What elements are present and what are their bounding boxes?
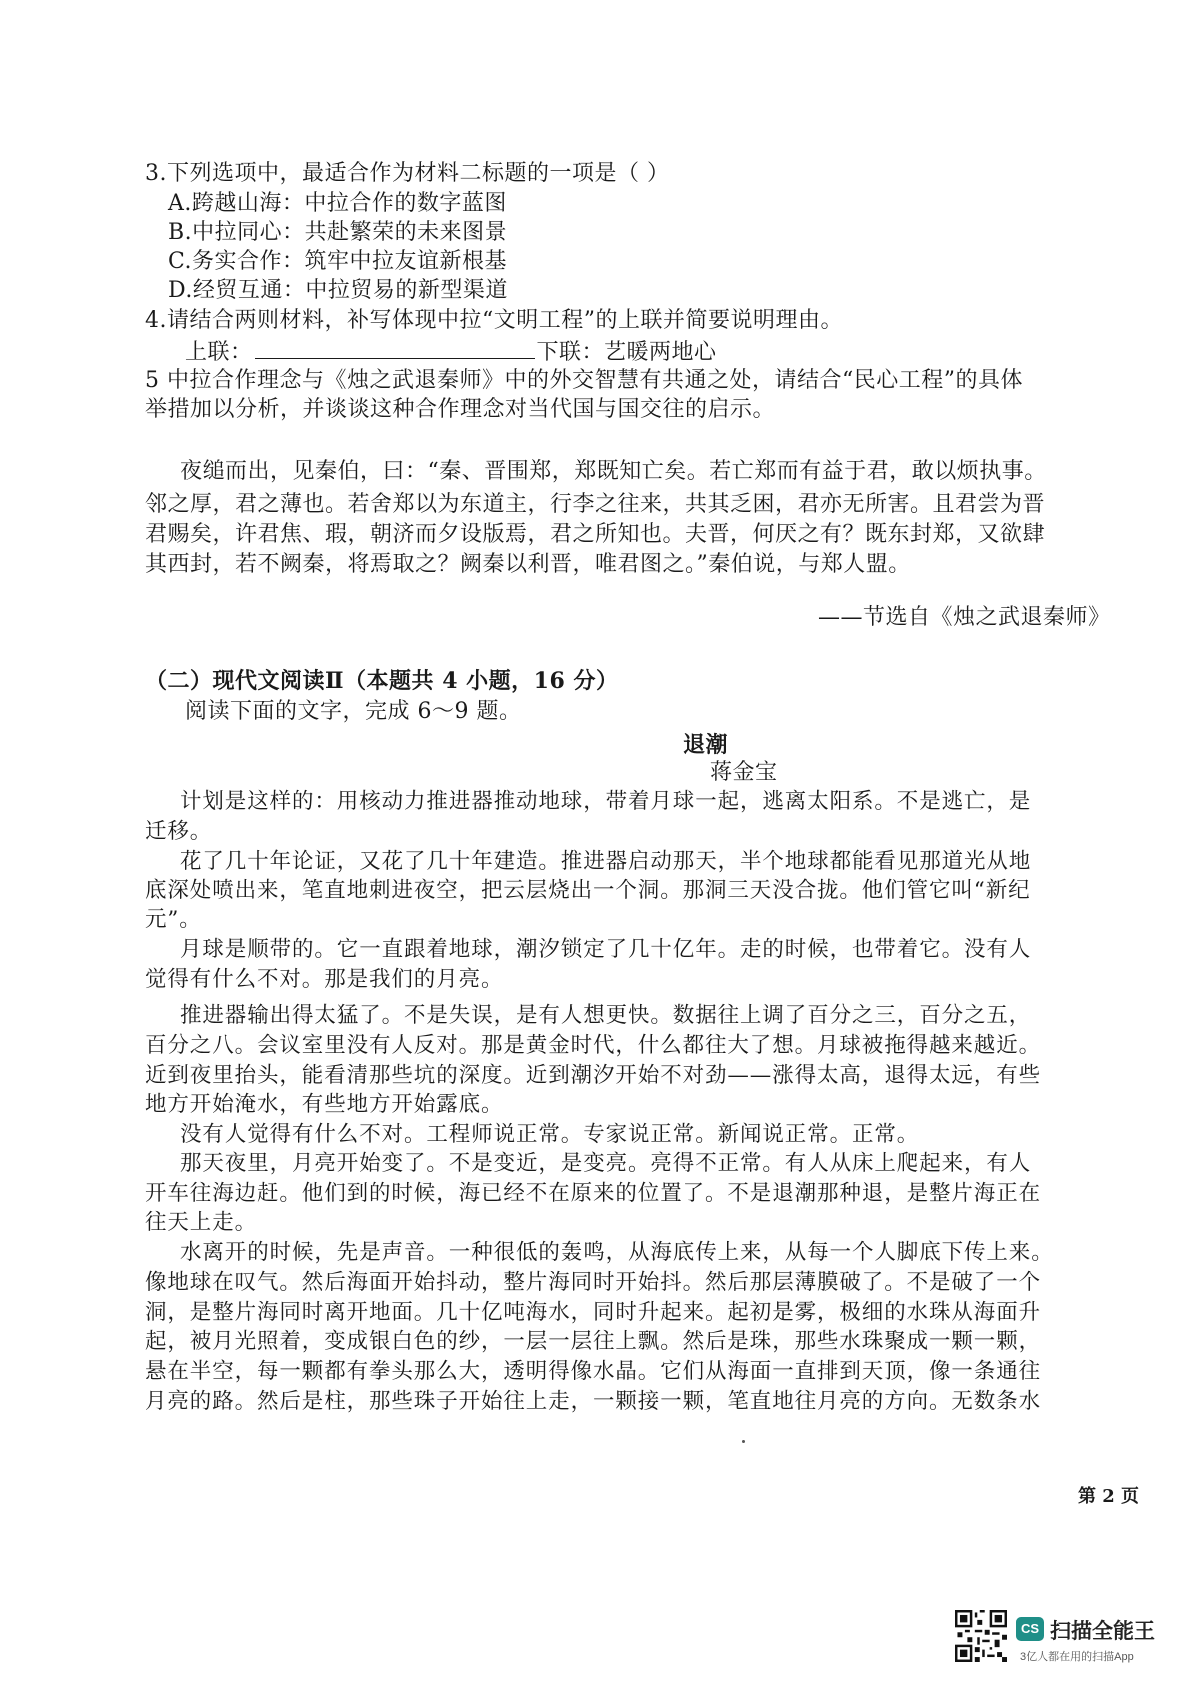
- story-line: 那天夜里，月亮开始变了。不是变近，是变亮。亮得不正常。有人从床上爬起来，有人: [180, 1151, 1032, 1176]
- scanner-app-name: 扫描全能王: [1050, 1620, 1155, 1643]
- excerpt-line-4: 其西封，若不阙秦，将焉取之？阙秦以利晋，唯君图之。”秦伯说，与郑人盟。: [145, 552, 911, 577]
- q3-option-b: B.中拉同心：共赴繁荣的未来图景: [168, 220, 508, 245]
- story-line: 往天上走。: [145, 1210, 258, 1235]
- story-line: 底深处喷出来，笔直地刺进夜空，把云层烧出一个洞。那洞三天没合拢。他们管它叫“新纪: [145, 878, 1031, 903]
- q3-option-d: D.经贸互通：中拉贸易的新型渠道: [168, 278, 508, 303]
- q4-upper-label: 上联：: [185, 340, 253, 365]
- q5-line-2: 举措加以分析，并谈谈这种合作理念对当代国与国交往的启示。: [145, 397, 776, 422]
- story-line: 计划是这样的：用核动力推进器推动地球，带着月球一起，逃离太阳系。不是逃亡，是: [180, 789, 1032, 814]
- story-line: 百分之八。会议室里没有人反对。那是黄金时代，什么都往大了想。月球被拖得越来越近。: [145, 1033, 1042, 1058]
- story-line: 迁移。: [145, 819, 213, 844]
- story-line: 元”。: [145, 907, 202, 932]
- story-line: 花了几十年论证，又花了几十年建造。推进器启动那天，半个地球都能看见那道光从地: [180, 849, 1032, 874]
- stray-mark: [742, 1440, 745, 1443]
- q3-stem: 3.下列选项中，最适合作为材料二标题的一项是（ ）: [145, 161, 670, 186]
- story-title: 退潮: [683, 732, 729, 758]
- story-line: 像地球在叹气。然后海面开始抖动，整片海同时开始抖。然后那层薄膜破了。不是破了一个: [145, 1270, 1042, 1295]
- q4-couplet-row: [185, 338, 717, 367]
- story-line: 月亮的路。然后是柱，那些珠子开始往上走，一颗接一颗，笔直地往月亮的方向。无数条水: [145, 1389, 1042, 1414]
- story-line: 洞，是整片海同时离开地面。几十亿吨海水，同时升起来。起初是雾，极细的水珠从海面升: [145, 1300, 1042, 1325]
- q3-option-c: C.务实合作：筑牢中拉友谊新根基: [168, 249, 508, 274]
- story-line: 没有人觉得有什么不对。工程师说正常。专家说正常。新闻说正常。正常。: [180, 1122, 920, 1147]
- excerpt-line-2: 邻之厚，君之薄也。若舍郑以为东道主，行李之往来，共其乏困，君亦无所害。且君尝为晋: [145, 492, 1046, 517]
- qr-code-icon: [955, 1610, 1007, 1662]
- excerpt-source: ——节选自《烛之武退秦师》: [818, 605, 1111, 630]
- story-author: 蒋金宝: [710, 760, 778, 785]
- story-line: 悬在半空，每一颗都有拳头那么大，透明得像水晶。它们从海面一直排到天顶，像一条通往: [145, 1359, 1042, 1384]
- story-line: 开车往海边赶。他们到的时候，海已经不在原来的位置了。不是退潮那种退，是整片海正在: [145, 1181, 1042, 1206]
- scanner-slogan: 3亿人都在用的扫描App: [1020, 1651, 1134, 1663]
- excerpt-line-1: 夜缒而出，见秦伯，曰：“秦、晋围郑，郑既知亡矣。若亡郑而有益于君，敢以烦执事。: [180, 459, 1047, 484]
- section2-instruction: 阅读下面的文字，完成 6～9 题。: [185, 699, 522, 724]
- story-line: 地方开始淹水，有些地方开始露底。: [145, 1092, 504, 1117]
- story-line: 近到夜里抬头，能看清那些坑的深度。近到潮汐开始不对劲——涨得太高，退得太远，有些: [145, 1063, 1042, 1088]
- story-line: 月球是顺带的。它一直跟着地球，潮汐锁定了几十亿年。走的时候，也带着它。没有人: [180, 937, 1032, 962]
- q4-stem: 4.请结合两则材料，补写体现中拉“文明工程”的上联并简要说明理由。: [145, 308, 843, 333]
- story-line: 起，被月光照着，变成银白色的纱，一层一层往上飘。然后是珠，那些水珠聚成一颗一颗，: [145, 1329, 1042, 1354]
- excerpt-line-3: 君赐矣，许君焦、瑕，朝济而夕设版焉，君之所知也。夫晋，何厌之有？既东封郑，又欲肆: [145, 522, 1046, 547]
- section2-heading: （二）现代文阅读Ⅱ（本题共 4 小题，16 分）: [145, 668, 619, 694]
- scanner-logo-icon: CS: [1016, 1617, 1044, 1641]
- q4-lower-text: 下联：艺暖两地心: [536, 340, 717, 365]
- q5-line-1: 5 中拉合作理念与《烛之武退秦师》中的外交智慧有共通之处，请结合“民心工程”的具体: [145, 368, 1023, 393]
- story-line: 推进器输出得太猛了。不是失误，是有人想更快。数据往上调了百分之三，百分之五，: [180, 1003, 1032, 1028]
- page-number: 第 2 页: [1078, 1486, 1140, 1507]
- q4-answer-blank[interactable]: [255, 338, 535, 359]
- story-line: 觉得有什么不对。那是我们的月亮。: [145, 967, 504, 992]
- q3-option-a: A.跨越山海：中拉合作的数字蓝图: [168, 191, 507, 216]
- story-line: 水离开的时候，先是声音。一种很低的轰鸣，从海底传上来，从每一个人脚底下传上来。: [180, 1240, 1054, 1265]
